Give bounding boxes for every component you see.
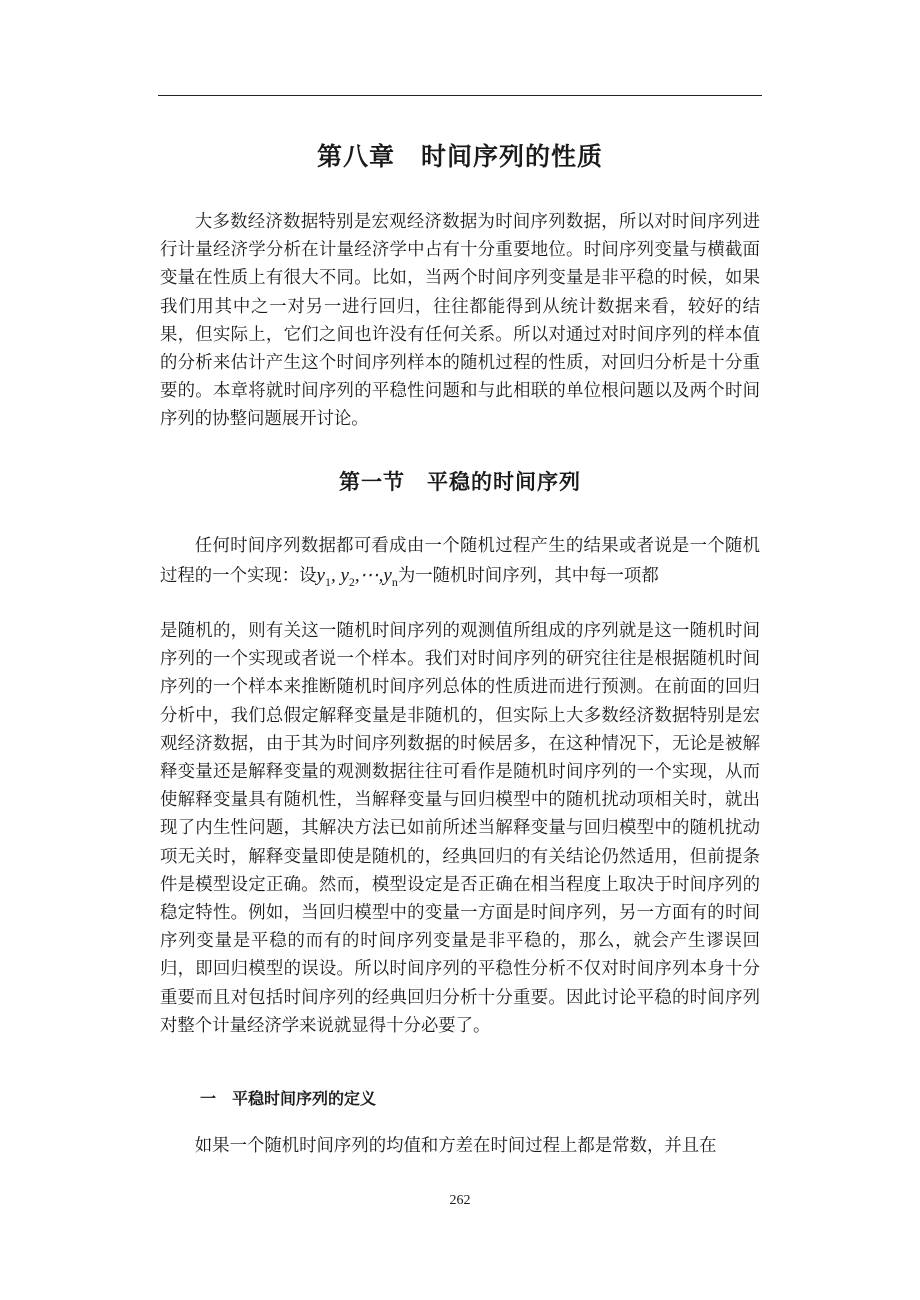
- chapter-title: 第八章 时间序列的性质: [316, 142, 603, 171]
- section-title: 第一节 平稳的时间序列: [339, 470, 581, 494]
- section-paragraph-text-after: 为一随机时间序列，其中每一项都: [397, 566, 659, 586]
- section-paragraph-lead: [160, 532, 760, 597]
- definition-paragraph: 如果一个随机时间序列的均值和方差在时间过程上都是常数，并且在: [194, 1136, 717, 1156]
- page-number: 262: [449, 1193, 471, 1208]
- subsection-title: 一 平稳时间序列的定义: [200, 1089, 377, 1108]
- intro-paragraph: 大多数经济数据特别是宏观经济数据为时间序列数据，所以对时间序列进行计量经济学分析在计量经济学中占有十分重要地位。时间序列变量与横截面变量在性质上有很大不同。比如，当两个时间序列变量是非平稳的时候，如果我们用其中之一对另一进行回归，往往都能得到从统计数据来看，较好的结果，但实际上，它们之间也许没有任何关系。所以对通过对时间序列的样本值的分析来估计产生这个时间序列样本的随机过程的性质，对回归分析是十分重要的。本章将就时间序列的平稳性问题和与此相联的单位根问题以及两个时间序列的协整问题展开讨论。: [160, 212, 760, 430]
- section-paragraph-text: 任何时间序列数据都可看成由一个随机过程产生的结果或者说是一个随机过程的一个实现：设: [160, 536, 760, 586]
- section-paragraph-body: 是随机的，则有关这一随机时间序列的观测值所组成的序列就是这一随机时间序列的一个实现或者说一个样本。我们对时间序列的研究往往是根据随机时间序列的一个样本来推断随机时间序列总体的性质进而进行预测。在前面的回归分析中，我们总假定解释变量是非随机的，但实际上大多数经济数据特别是宏观经济数据，由于其为时间序列数据的时候居多，在这种情况下，无论是被解释变量还是解释变量的观测数据往往可看作是随机时间序列的一个实现，从而使解释变量具有随机性，当解释变量与回归模型中的随机扰动项相关时，就出现了内生性问题，其解决方法已如前所述当解释变量与回归模型中的随机扰动项无关时，解释变量即使是随机的，经典回归的有关结论仍然适用，但前提条件是模型设定正确。然而，模型设定是否正确在相当程度上取决于时间序列的稳定特性。例如，当回归模型中的变量一方面是时间序列，另一方面有的时间序列变量是平稳的而有的时间序列变量是非平稳的，那么，就会产生谬误回归，即回归模型的误设。所以时间序列的平稳性分析不仅对时间序列本身十分重要而且对包括时间序列的经典回归分析十分重要。因此讨论平稳的时间序列对整个计量经济学来说就显得十分必要了。: [160, 621, 760, 1036]
- sequence-formula: $y_1$, $y_2,\cdots,y_n$: [316, 565, 398, 589]
- header-rule: [158, 95, 762, 96]
